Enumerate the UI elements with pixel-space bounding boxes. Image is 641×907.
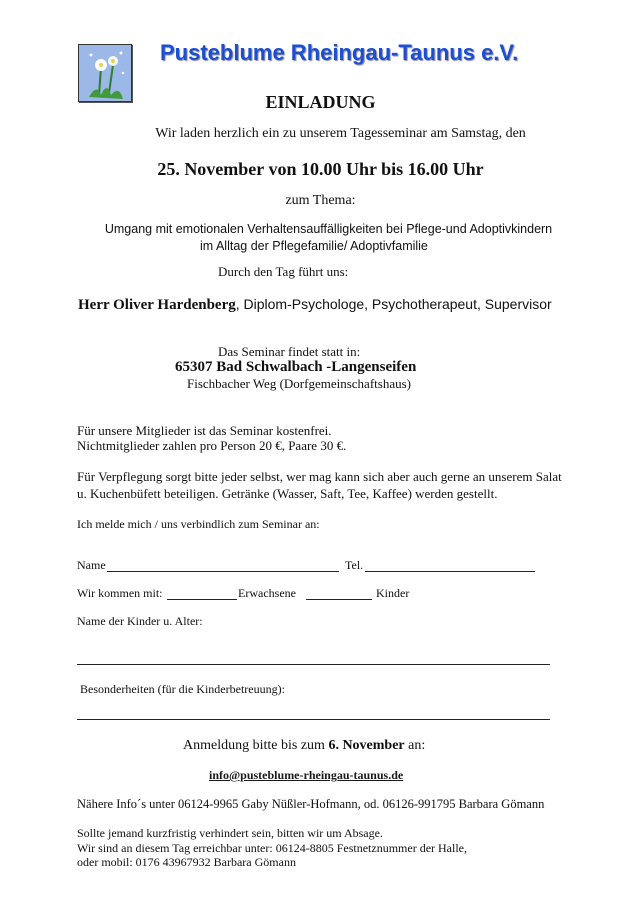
absence-line-2: Wir sind an diesem Tag erreichbar unter: 06124-8805 Festnetznummer der Halle,: [77, 841, 467, 855]
fees-nonmembers: Nichtmitglieder zahlen pro Person 20 €, Paare 30 €.: [77, 438, 347, 453]
speaker-name: Herr Oliver Hardenberg: [78, 297, 236, 313]
registration-line: [183, 738, 425, 754]
speaker-title: , Diplom-Psychologe, Psychotherapeut, Supervisor: [235, 296, 552, 312]
special-label: Besonderheiten (für die Kinderbetreuung):: [80, 682, 285, 696]
name-label: Name: [77, 558, 106, 572]
speaker-line: [78, 296, 552, 314]
catering-line-1: Für Verpflegung sorgt bitte jeder selbst, wer mag kann sich aber auch gerne an unserem Salat: [77, 469, 562, 484]
name-field[interactable]: [107, 571, 339, 572]
kids-label: Kinder: [376, 586, 410, 600]
event-date: 25. November von 10.00 Uhr bis 16.00 Uhr: [157, 159, 484, 179]
fees-members: Für unsere Mitglieder ist das Seminar kostenfrei.: [77, 423, 332, 438]
form-intro: Ich melde mich / uns verbindlich zum Seminar an:: [77, 517, 320, 531]
adults-count-field[interactable]: [167, 599, 237, 600]
come-label: Wir kommen mit:: [77, 586, 163, 600]
email-link[interactable]: info@pusteblume-rheingau-taunus.de: [209, 768, 404, 782]
topic-line-1: Umgang mit emotionalen Verhaltensauffälligkeiten bei Pflege-und Adoptivkindern: [104, 222, 553, 236]
registration-suffix: an:: [404, 738, 426, 753]
special-field[interactable]: [77, 719, 550, 720]
kids-names-label: Name der Kinder u. Alter:: [77, 614, 203, 628]
venue-label: Das Seminar findet statt in:: [218, 344, 361, 359]
topic-label: zum Thema:: [285, 193, 356, 208]
tel-label: Tel.: [345, 558, 364, 572]
catering-line-2: u. Kuchenbüfett beteiligen. Getränke (Wasser, Saft, Tee, Kaffee) werden gestellt.: [77, 486, 498, 501]
topic-line-2: im Alltag der Pflegefamilie/ Adoptivfamilie: [200, 239, 428, 253]
page-title: EINLADUNG: [265, 92, 376, 112]
tel-field[interactable]: [365, 571, 535, 572]
absence-line-3: oder mobil: 0176 43967932 Barbara Gömann: [77, 855, 296, 869]
kids-count-field[interactable]: [306, 599, 372, 600]
absence-line-1: Sollte jemand kurzfristig verhindert sein, bitten wir um Absage.: [77, 826, 383, 840]
guide-label: Durch den Tag führt uns:: [218, 264, 349, 279]
kids-names-field[interactable]: [77, 664, 550, 665]
intro-text: Wir laden herzlich ein zu unserem Tagesseminar am Samstag, den: [155, 126, 526, 141]
venue-street: Fischbacher Weg (Dorfgemeinschaftshaus): [187, 376, 411, 391]
venue-city: 65307 Bad Schwalbach -Langenseifen: [175, 359, 417, 375]
registration-deadline: 6. November: [328, 738, 405, 753]
contact-info: Nähere Info´s unter 06124-9965 Gaby Nüßler-Hofmann, od. 06126-991795 Barbara Gömann: [77, 797, 545, 811]
adults-label: Erwachsene: [238, 586, 296, 600]
org-name: Pusteblume Rheingau-Taunus e.V.: [160, 40, 519, 65]
registration-prefix: Anmeldung bitte bis zum: [183, 738, 329, 753]
